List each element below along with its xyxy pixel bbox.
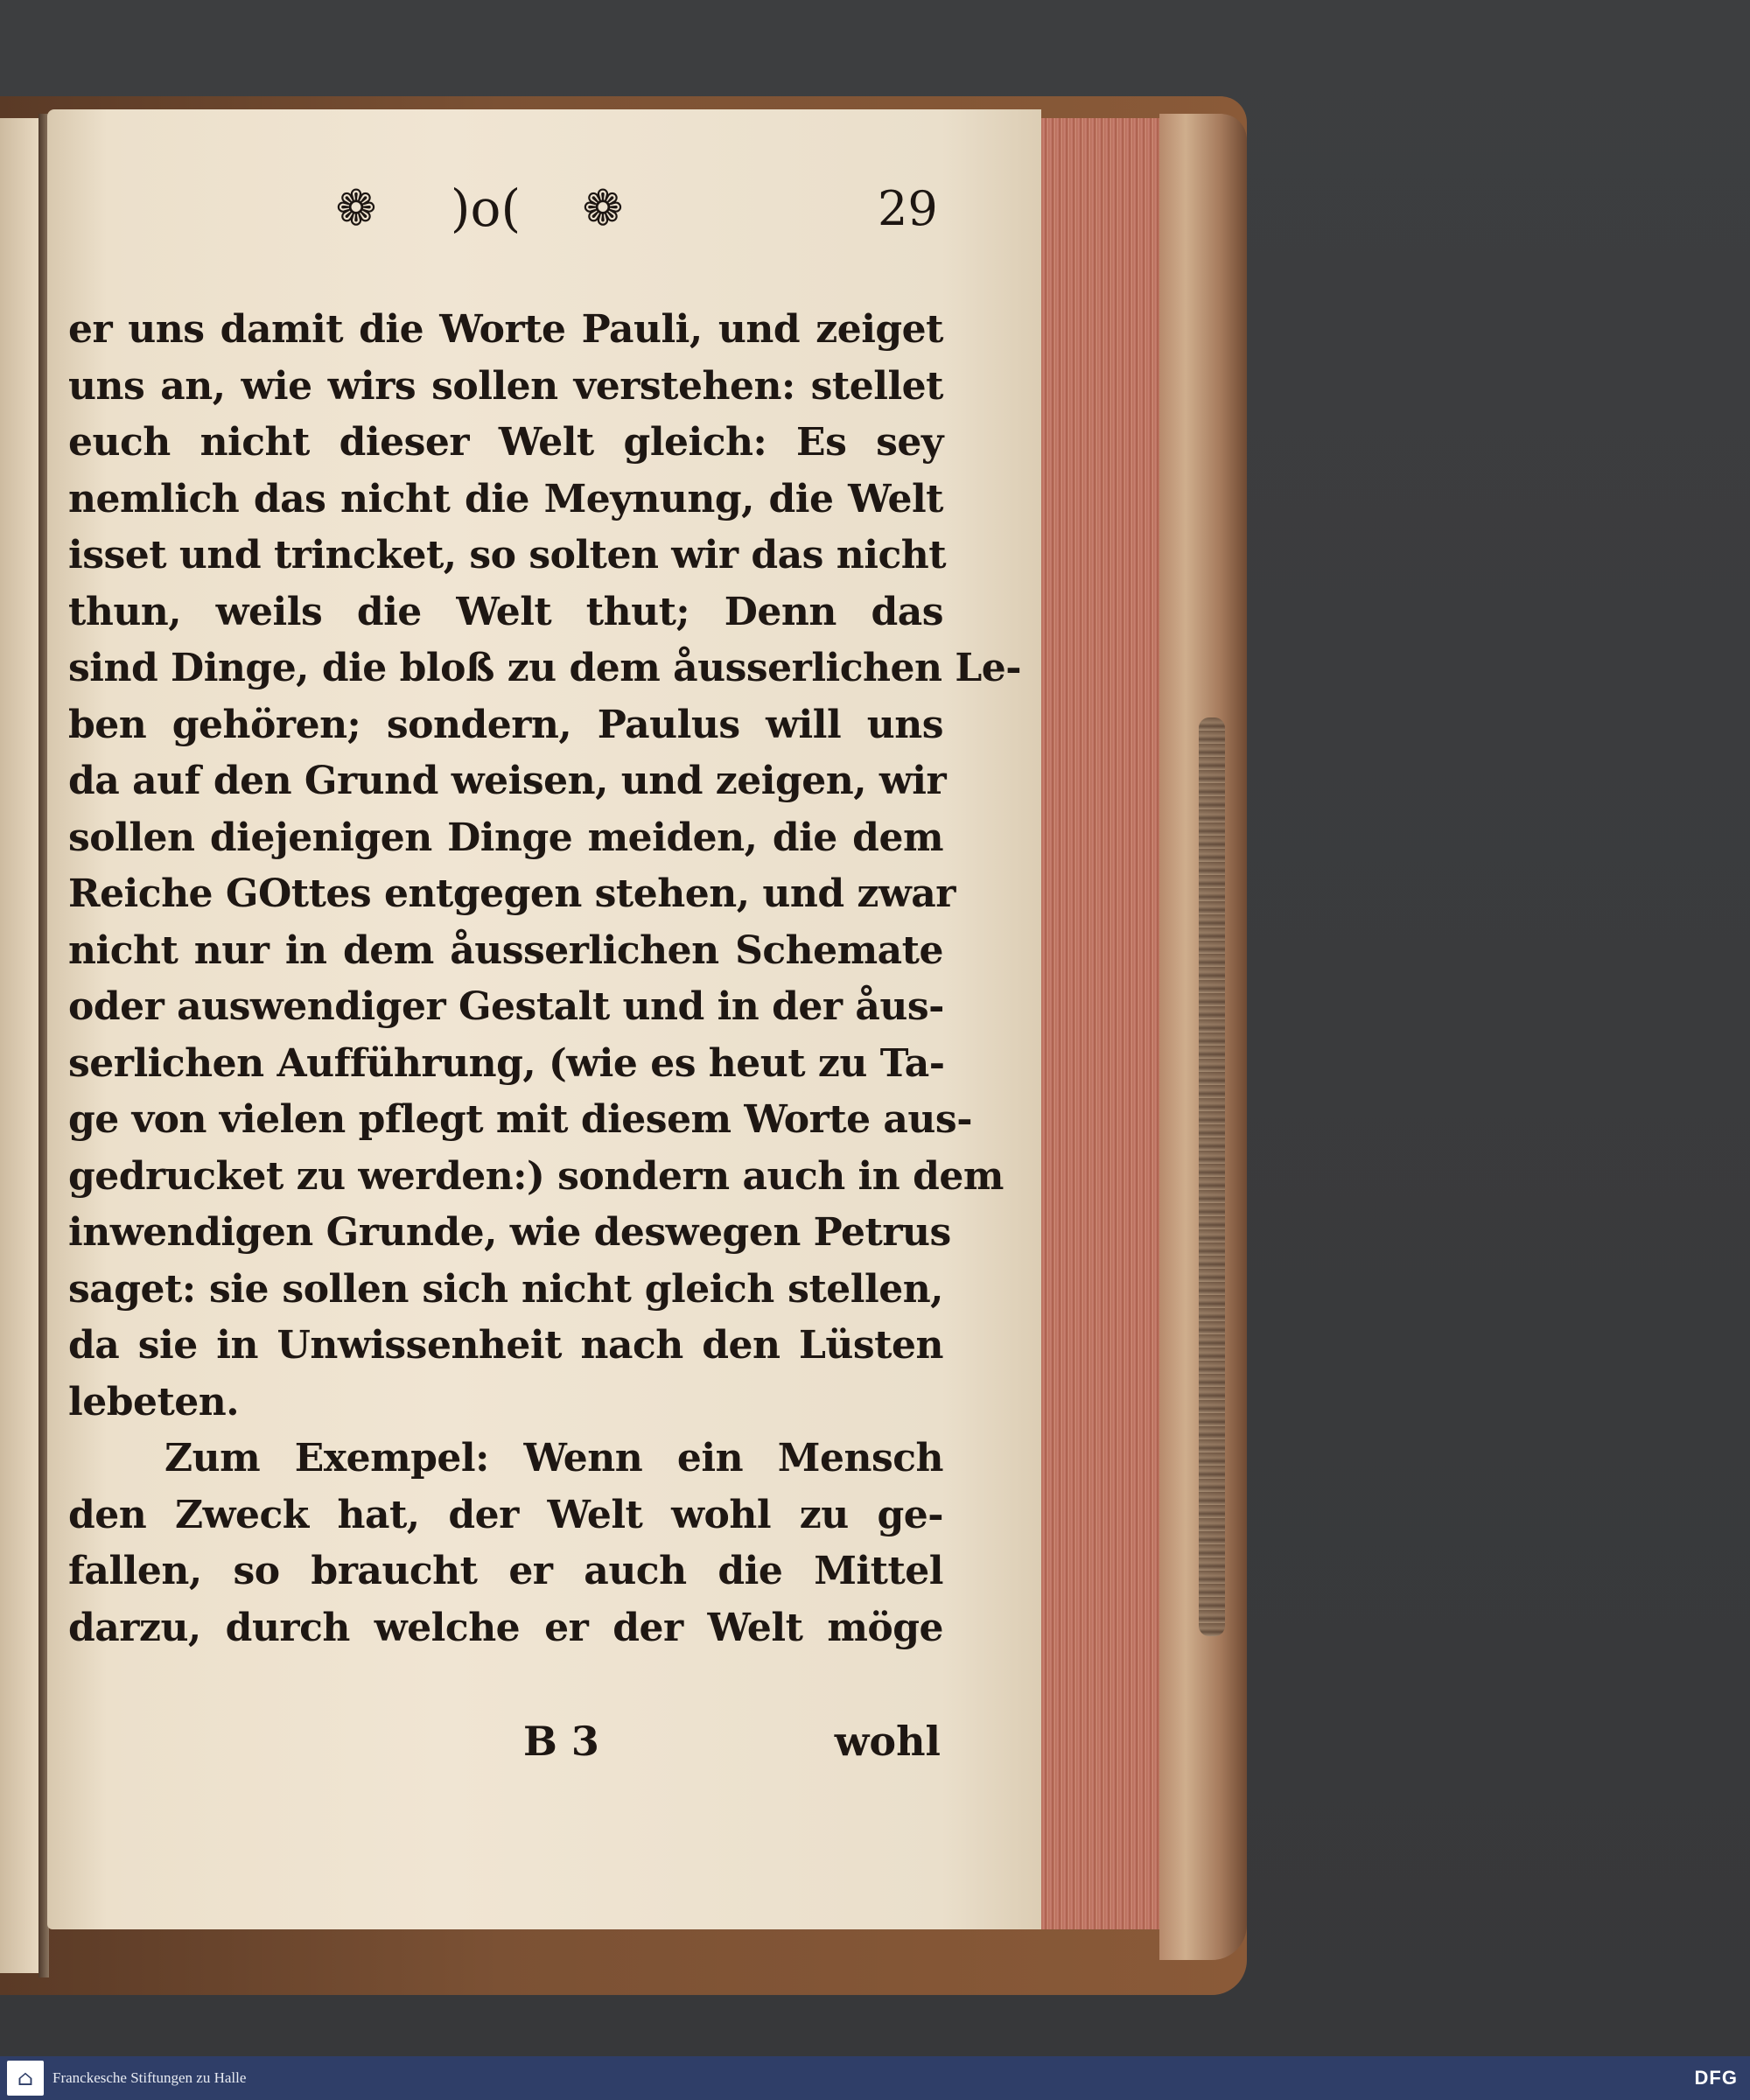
catchword: wohl — [834, 1718, 941, 1765]
text-line: fallen, so braucht er auch die Mittel — [68, 1549, 943, 1593]
flower-ornament-icon: ❁ — [335, 180, 377, 237]
text-line: inwendigen Grunde, wie deswegen Petrus — [68, 1210, 951, 1255]
text-line: Zum Exempel: Wenn ein Mensch — [164, 1436, 943, 1480]
text-line: sollen diejenigen Dinge meiden, die dem — [68, 815, 943, 860]
text-line: gedrucket zu werden:) sondern auch in dem — [68, 1153, 1004, 1199]
text-line: ge von vielen pflegt mit diesem Worte aus- — [68, 1097, 972, 1142]
text-line: euch nicht dieser Welt gleich: Es sey — [68, 420, 943, 465]
text-line: da sie in Unwissenheit nach den Lüsten — [68, 1323, 943, 1368]
text-line: ben gehören; sondern, Paulus will uns — [68, 702, 943, 747]
text-line: sind Dinge, die bloß zu dem åusserlichen Le- — [68, 646, 1022, 690]
building-icon: ⌂ — [17, 2066, 34, 2090]
flower-ornament-icon: ❁ — [582, 180, 624, 237]
red-fore-edge — [1032, 118, 1166, 1929]
institution-name[interactable]: Franckesche Stiftungen zu Halle — [52, 2069, 247, 2086]
text-line: serlichen Aufführung, (wie es heut zu Ta- — [68, 1040, 945, 1086]
text-line: isset und trincket, so solten wir das nicht — [68, 533, 947, 578]
text-line: Reiche GOttes entgegen stehen, und zwar — [68, 872, 956, 916]
text-line: lebeten. — [68, 1379, 240, 1424]
text-line: uns an, wie wirs sollen verstehen: stellet — [68, 363, 943, 409]
header-ornament: )o( — [450, 178, 522, 238]
text-line: nicht nur in dem åusserlichen Schemate — [68, 928, 943, 973]
facing-page-edge — [0, 118, 39, 1973]
signature-mark: B 3 — [523, 1718, 599, 1765]
text-line: da auf den Grund weisen, und zeigen, wir — [68, 759, 947, 803]
text-line: oder auswendiger Gestalt und in der åus- — [68, 984, 944, 1029]
credit-bar — [0, 2056, 1750, 2100]
text-line: thun, weils die Welt thut; Denn das — [68, 589, 943, 634]
page-number: 29 — [878, 181, 938, 236]
text-line: den Zweck hat, der Welt wohl zu ge- — [68, 1492, 943, 1537]
institution-logo-icon[interactable] — [7, 2061, 44, 2096]
worn-cover-texture — [1199, 718, 1225, 1636]
body-text — [68, 302, 1022, 1656]
text-line: darzu, durch welche er der Welt möge — [68, 1605, 943, 1650]
text-line: er uns damit die Worte Pauli, und zeiget — [68, 307, 943, 352]
dfg-logo[interactable]: DFG — [1694, 2067, 1738, 2089]
text-line: nemlich das nicht die Meynung, die Welt — [68, 476, 943, 522]
text-line: saget: sie sollen sich nicht gleich stellen, — [68, 1266, 943, 1312]
